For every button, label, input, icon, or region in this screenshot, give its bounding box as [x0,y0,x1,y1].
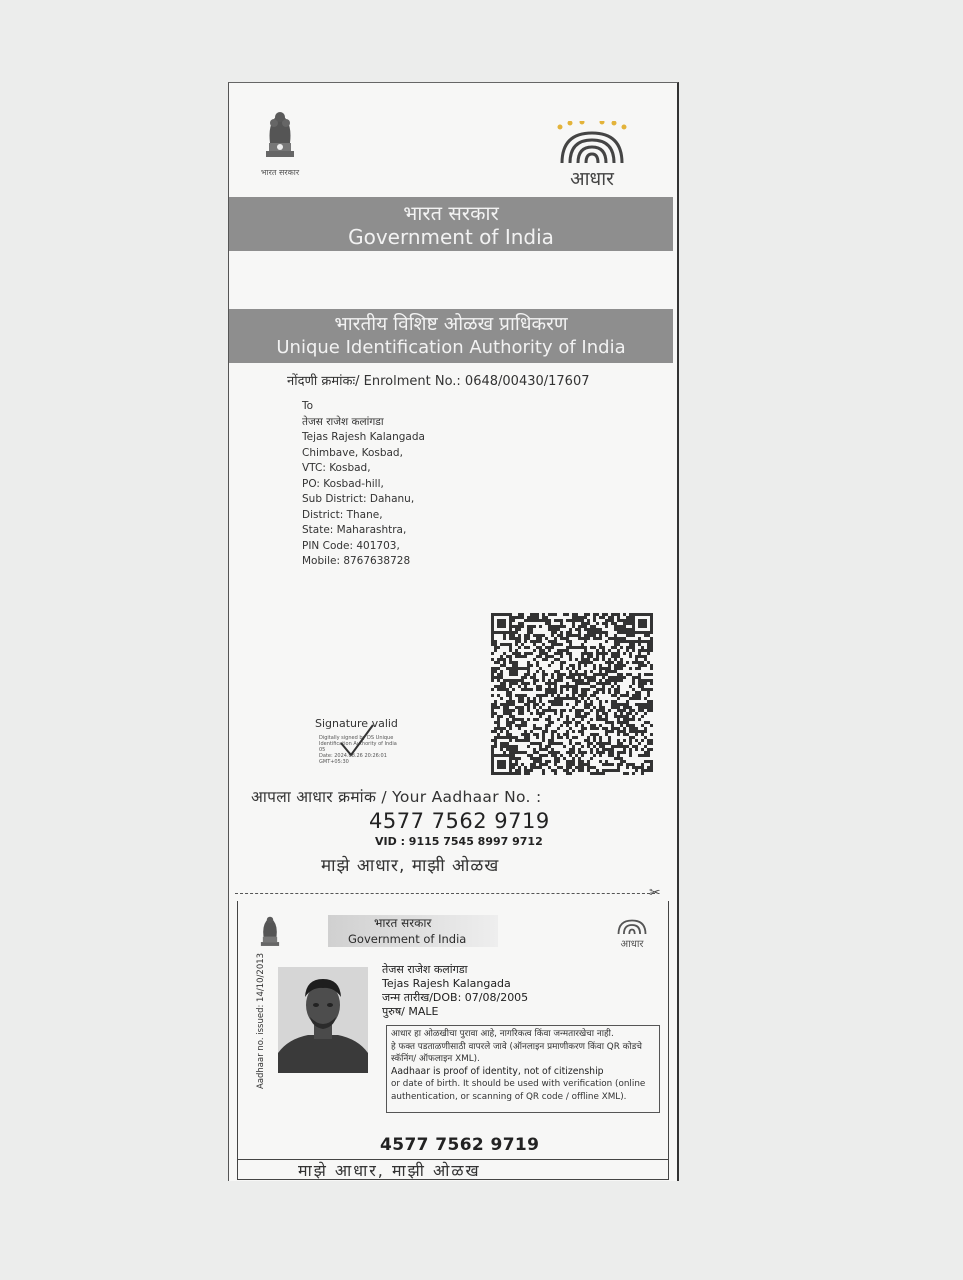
address-line: Sub District: Dahanu, [302,493,415,505]
card-gov-english: Government of India [348,932,467,946]
card-gov-hindi: भारत सरकार [374,916,432,930]
holder-details [382,963,528,1019]
address-line: PO: Kosbad-hill, [302,477,384,490]
signature-detail-line: Digitally signed by DS Unique [319,735,394,741]
card-tagline: माझे आधार, माझी ओळख [298,1161,481,1180]
uidai-english: Unique Identification Authority of India [276,337,626,358]
aadhaar-fingerprint-icon [552,121,632,165]
vid-number: VID : 9115 7545 8997 9712 [375,835,543,848]
emblem-caption: भारत सरकार [260,168,300,177]
uidai-band [229,309,673,363]
holder-name-english: Tejas Rajesh Kalangada [382,977,511,990]
notice-marathi-2: हे फक्त पडताळणीसाठी वापरले जावे (ऑनलाइन प्रमाणीकरण किंवा QR कोडचे स्कॅनिंग/ ऑफलाइन XML). [391,1041,642,1064]
ashoka-emblem-icon [257,913,283,949]
gov-hindi: भारत सरकार [403,201,499,225]
enrolment-number: नोंदणी क्रमांकः/ Enrolment No.: 0648/00430/17607 [287,374,590,389]
aadhaar-fingerprint-icon [614,915,650,935]
card-aadhaar-number: 4577 7562 9719 [380,1135,540,1155]
qr-code [491,613,653,775]
holder-photo [278,967,368,1073]
signature-detail-line: Identification Authority of India [319,741,397,747]
notice-marathi-1: आधार हा ओळखीचा पुरावा आहे, नागरिकत्व किंवा जन्मतारखेचा नाही. [391,1029,614,1039]
address-line: State: Maharashtra, [302,524,407,536]
address-line: Chimbave, Kosbad, [302,446,403,459]
card-logo-text: आधार [620,939,644,950]
person-photo-icon [278,967,368,1073]
holder-dob: जन्म तारीख/DOB: 07/08/2005 [382,991,529,1004]
address-line: Tejas Rajesh Kalangada [302,431,425,443]
check-mark-icon [337,721,377,761]
aadhaar-logo [547,121,637,191]
signature-detail-line: GMT+05:30 [319,759,349,765]
aadhaar-number-label: आपला आधार क्रमांक / Your Aadhaar No. : [251,788,542,806]
scissors-icon: ✂ [649,885,661,901]
card-government-header [328,915,498,947]
address-line: Mobile: 8767638728 [302,555,411,567]
uidai-marathi: भारतीय विशिष्ट ओळख प्राधिकरण [334,313,568,335]
gov-english: Government of India [348,225,554,249]
national-emblem [255,107,305,178]
ashoka-emblem-icon [260,107,300,161]
aadhaar-tagline: माझे आधार, माझी ओळख [321,856,500,876]
issue-date: Aadhaar no. issued: 14/10/2013 [256,952,266,1089]
cut-line [235,893,655,894]
address-line: To [302,400,314,412]
signature-label: Signature valid [315,717,398,730]
signature-detail-line: 05 [319,747,326,753]
address-line: PIN Code: 401703, [302,539,400,552]
identity-notice [386,1025,660,1113]
holder-name-marathi: तेजस राजेश कलांगडा [382,963,468,976]
card-aadhaar-logo [610,915,654,950]
card-emblem [256,913,284,953]
address-block [302,399,425,570]
aadhaar-card [237,901,669,1180]
address-line: District: Thane, [302,508,383,521]
holder-gender: पुरुष/ MALE [382,1005,439,1018]
aadhaar-number: 4577 7562 9719 [369,809,550,833]
notice-english-1: Aadhaar is proof of identity, not of citizenship [391,1065,604,1077]
address-line: तेजस राजेश कलांगडा [302,415,384,428]
aadhaar-logo-text: आधार [570,168,614,190]
aadhaar-letter [228,82,679,1181]
notice-english-2: or date of birth. It should be used with verification (online authentication, or scanning of QR code / offline XML). [391,1079,646,1102]
government-band [229,197,673,251]
signature-detail-line: Date: 2024.08.26 20:26:01 [319,753,387,759]
address-line: VTC: Kosbad, [302,462,371,474]
